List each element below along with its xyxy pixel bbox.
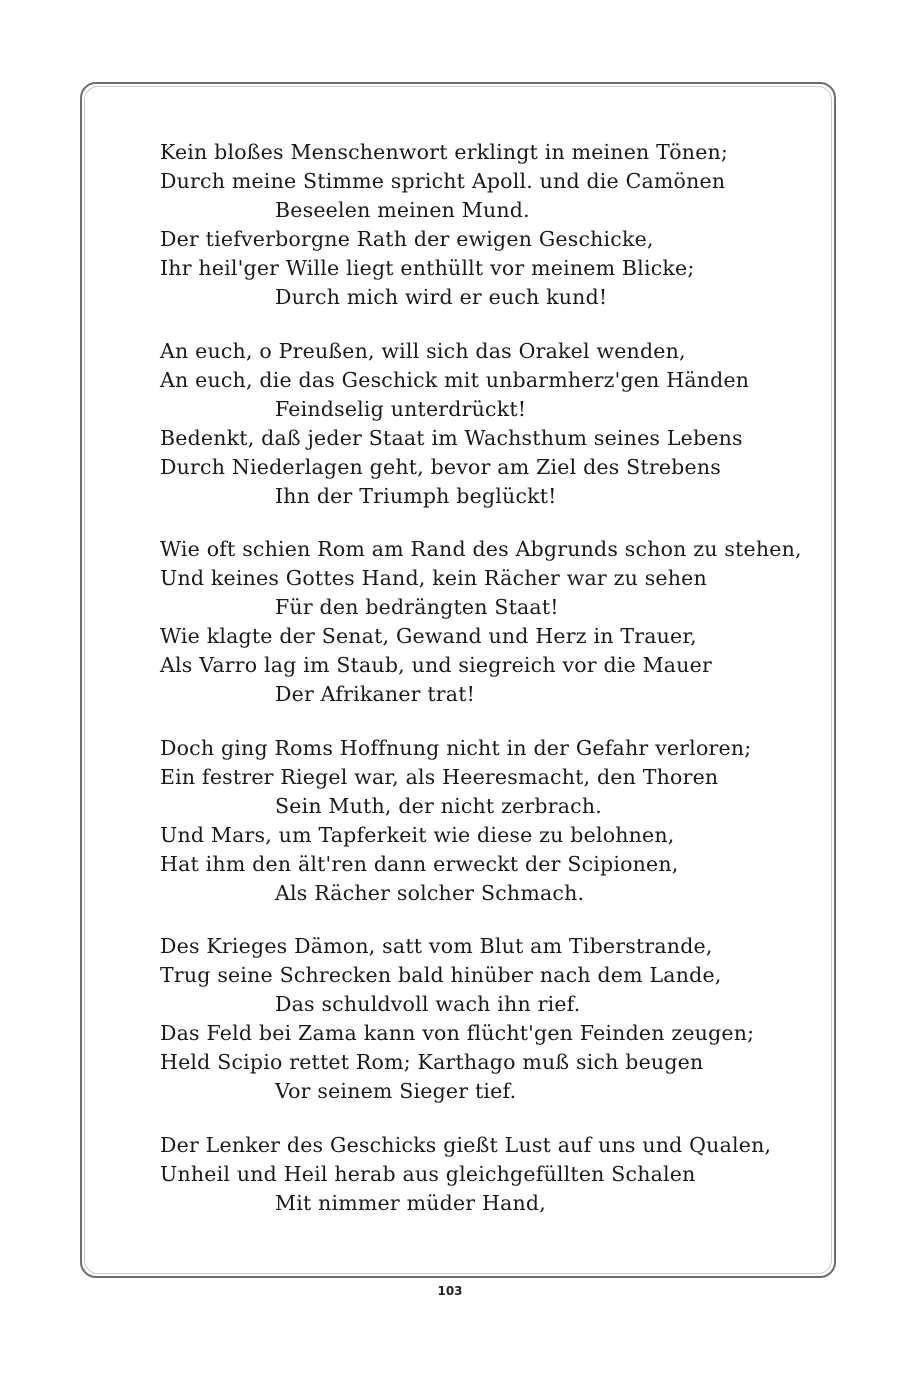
- poem-line: Der Afrikaner trat!: [275, 682, 476, 706]
- poem-line: Als Rächer solcher Schmach.: [275, 881, 585, 905]
- poem-line: An euch, die das Geschick mit unbarmherz'gen Händen: [160, 368, 750, 392]
- poem-line: Feindselig unterdrückt!: [275, 397, 527, 421]
- poem-line: Ihr heil'ger Wille liegt enthüllt vor meinem Blicke;: [160, 256, 695, 280]
- poem-line: Durch meine Stimme spricht Apoll. und die Camönen: [160, 169, 726, 193]
- poem-line: Das schuldvoll wach ihn rief.: [275, 992, 581, 1016]
- poem-line: Doch ging Roms Hoffnung nicht in der Gefahr verloren;: [160, 736, 752, 760]
- poem-line: Der tiefverborgne Rath der ewigen Geschicke,: [160, 227, 654, 251]
- poem-line: Für den bedrängten Staat!: [275, 595, 559, 619]
- poem-line: Hat ihm den ält'ren dann erweckt der Scipionen,: [160, 852, 679, 876]
- poem-line: Wie klagte der Senat, Gewand und Herz in Trauer,: [160, 624, 697, 648]
- poem-line: Kein bloßes Menschenwort erklingt in meinen Tönen;: [160, 140, 729, 164]
- poem-line: Durch mich wird er euch kund!: [275, 285, 608, 309]
- poem-line: Und Mars, um Tapferkeit wie diese zu belohnen,: [160, 823, 675, 847]
- poem-line: Wie oft schien Rom am Rand des Abgrunds schon zu stehen,: [160, 537, 802, 561]
- poem-line: Trug seine Schrecken bald hinüber nach dem Lande,: [160, 963, 722, 987]
- page-number: 103: [437, 1284, 463, 1298]
- poem-line: Des Krieges Dämon, satt vom Blut am Tiberstrande,: [160, 934, 713, 958]
- poem-line: Das Feld bei Zama kann von flücht'gen Feinden zeugen;: [160, 1021, 755, 1045]
- poem-line: Als Varro lag im Staub, und siegreich vor die Mauer: [160, 653, 712, 677]
- poem-line: Bedenkt, daß jeder Staat im Wachsthum seines Lebens: [160, 426, 743, 450]
- poem-line: Mit nimmer müder Hand,: [275, 1191, 546, 1215]
- poem-line: Sein Muth, der nicht zerbrach.: [275, 794, 602, 818]
- poem-line: Und keines Gottes Hand, kein Rächer war zu sehen: [160, 566, 707, 590]
- poem-line: Durch Niederlagen geht, bevor am Ziel des Strebens: [160, 455, 721, 479]
- poem-line: Ihn der Triumph beglückt!: [275, 484, 557, 508]
- poem-line: Ein festrer Riegel war, als Heeresmacht, den Thoren: [160, 765, 719, 789]
- poem-line: An euch, o Preußen, will sich das Orakel wenden,: [160, 339, 686, 363]
- poem-line: Vor seinem Sieger tief.: [275, 1079, 517, 1103]
- poem-line: Held Scipio rettet Rom; Karthago muß sich beugen: [160, 1050, 704, 1074]
- poem-line: Unheil und Heil herab aus gleichgefüllten Schalen: [160, 1162, 696, 1186]
- poem-line: Beseelen meinen Mund.: [275, 198, 530, 222]
- poem-line: Der Lenker des Geschicks gießt Lust auf uns und Qualen,: [160, 1133, 772, 1157]
